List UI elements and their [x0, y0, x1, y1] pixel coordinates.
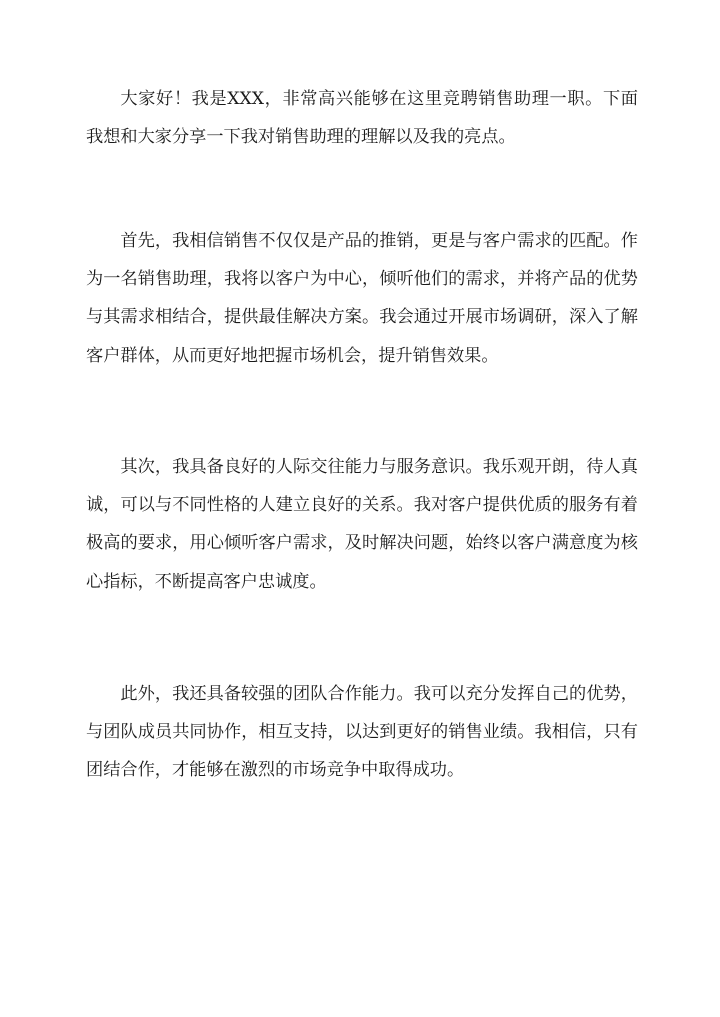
- paragraph-customer-focus: 首先，我相信销售不仅仅是产品的推销，更是与客户需求的匹配。作为一名销售助理，我将以客户为中心，倾听他们的需求，并将产品的优势与其需求相结合，提供最佳解决方案。我会通过开展市场调研，深入了解客户群体，从而更好地把握市场机会，提升销售效果。: [86, 231, 638, 366]
- paragraph-greeting: 大家好！我是XXX，非常高兴能够在这里竞聘销售助理一职。下面我想和大家分享一下我对销售助理的理解以及我的亮点。: [86, 89, 638, 148]
- paragraph-interpersonal-skills: 其次，我具备良好的人际交往能力与服务意识。我乐观开朗，待人真诚，可以与不同性格的人建立良好的关系。我对客户提供优质的服务有着极高的要求，用心倾听客户需求，及时解决问题，始终以客户满意度为核心指标，不断提高客户忠诚度。: [86, 457, 638, 592]
- paragraph-teamwork: 此外，我还具备较强的团队合作能力。我可以充分发挥自己的优势，与团队成员共同协作，相互支持，以达到更好的销售业绩。我相信，只有团结合作，才能够在激烈的市场竞争中取得成功。: [86, 684, 638, 781]
